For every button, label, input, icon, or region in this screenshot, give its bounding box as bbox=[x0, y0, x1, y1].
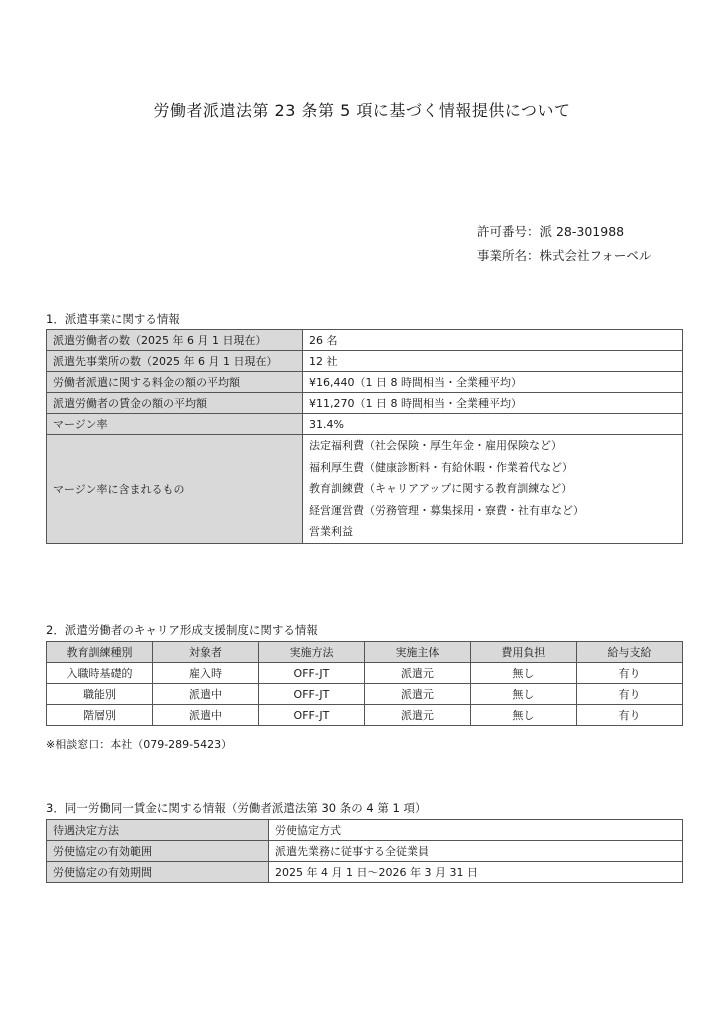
table-cell: 派遣元 bbox=[364, 705, 470, 726]
table-cell: OFF-JT bbox=[258, 705, 364, 726]
row-label: 労働者派遣に関する料金の額の平均額 bbox=[47, 372, 303, 393]
consultation-note: ※相談窓口：本社（079-289-5423） bbox=[46, 738, 233, 751]
table-cell: 派遣元 bbox=[364, 663, 470, 684]
table-cell: 雇入時 bbox=[152, 663, 258, 684]
table-header-row bbox=[47, 642, 683, 663]
table-row bbox=[47, 372, 683, 393]
row-label: 派遣労働者の数（2025 年 6 月 1 日現在） bbox=[47, 330, 303, 351]
table-row bbox=[47, 330, 683, 351]
table-row bbox=[47, 414, 683, 435]
permit-number: 許可番号：派 28-301988 bbox=[477, 224, 625, 239]
row-label: マージン率 bbox=[47, 414, 303, 435]
column-header: 教育訓練種別 bbox=[47, 642, 153, 663]
table-cell: 有り bbox=[576, 663, 682, 684]
table-row bbox=[47, 351, 683, 372]
company-name: 事業所名：株式会社フォーベル bbox=[477, 248, 652, 263]
row-value: 26 名 bbox=[303, 330, 683, 351]
table-cell: 階層別 bbox=[47, 705, 153, 726]
margin-items-list bbox=[303, 435, 683, 544]
table-cell: 有り bbox=[576, 705, 682, 726]
column-header: 対象者 bbox=[152, 642, 258, 663]
table-row bbox=[47, 393, 683, 414]
row-value: ¥16,440（1 日 8 時間相当・全業種平均） bbox=[303, 372, 683, 393]
row-label: マージン率に含まれるもの bbox=[47, 435, 303, 544]
row-label: 派遣労働者の賃金の額の平均額 bbox=[47, 393, 303, 414]
table-row bbox=[47, 663, 683, 684]
table-cell: OFF-JT bbox=[258, 663, 364, 684]
section1-heading: 1．派遣事業に関する情報 bbox=[46, 312, 180, 326]
table-cell: 無し bbox=[470, 684, 576, 705]
table-cell: 入職時基礎的 bbox=[47, 663, 153, 684]
table-row bbox=[47, 705, 683, 726]
column-header: 実施方法 bbox=[258, 642, 364, 663]
table-cell: 無し bbox=[470, 705, 576, 726]
list-item: 法定福利費（社会保険・厚生年金・雇用保険など） bbox=[309, 439, 562, 452]
table-cell: 派遣元 bbox=[364, 684, 470, 705]
table-cell: 無し bbox=[470, 663, 576, 684]
row-label: 労使協定の有効期間 bbox=[47, 862, 269, 883]
table-row bbox=[47, 820, 683, 841]
table-row bbox=[47, 862, 683, 883]
table-cell: OFF-JT bbox=[258, 684, 364, 705]
list-item: 営業利益 bbox=[309, 525, 353, 538]
issuer-info bbox=[477, 220, 651, 268]
row-value: 労使協定方式 bbox=[269, 820, 683, 841]
row-value: 2025 年 4 月 1 日～2026 年 3 月 31 日 bbox=[269, 862, 683, 883]
document-title: 労働者派遣法第 23 条第 5 項に基づく情報提供について bbox=[153, 101, 571, 120]
table-cell: 有り bbox=[576, 684, 682, 705]
column-header: 実施主体 bbox=[364, 642, 470, 663]
career-support-table bbox=[46, 641, 683, 726]
row-value: 派遣先業務に従事する全従業員 bbox=[269, 841, 683, 862]
table-cell: 派遣中 bbox=[152, 684, 258, 705]
table-cell: 職能別 bbox=[47, 684, 153, 705]
list-item: 教育訓練費（キャリアアップに関する教育訓練など） bbox=[309, 482, 573, 495]
list-item: 福利厚生費（健康診断料・有給休暇・作業着代など） bbox=[309, 460, 573, 474]
column-header: 給与支給 bbox=[576, 642, 682, 663]
section3-heading: 3．同一労働同一賃金に関する情報（労働者派遣法第 30 条の 4 第 1 項） bbox=[46, 801, 427, 815]
row-value: 12 社 bbox=[303, 351, 683, 372]
row-label: 待遇決定方法 bbox=[47, 820, 269, 841]
equal-pay-table bbox=[46, 819, 683, 883]
column-header: 費用負担 bbox=[470, 642, 576, 663]
table-row bbox=[47, 841, 683, 862]
row-label: 派遣先事業所の数（2025 年 6 月 1 日現在） bbox=[47, 351, 303, 372]
table-row bbox=[47, 435, 683, 544]
section2-heading: 2．派遣労働者のキャリア形成支援制度に関する情報 bbox=[46, 623, 318, 637]
table-cell: 派遣中 bbox=[152, 705, 258, 726]
row-value: ¥11,270（1 日 8 時間相当・全業種平均） bbox=[303, 393, 683, 414]
dispatch-info-table bbox=[46, 329, 683, 544]
table-row bbox=[47, 684, 683, 705]
row-label: 労使協定の有効範囲 bbox=[47, 841, 269, 862]
row-value: 31.4% bbox=[303, 414, 683, 435]
list-item: 経営運営費（労務管理・募集採用・寮費・社有車など） bbox=[309, 503, 584, 517]
